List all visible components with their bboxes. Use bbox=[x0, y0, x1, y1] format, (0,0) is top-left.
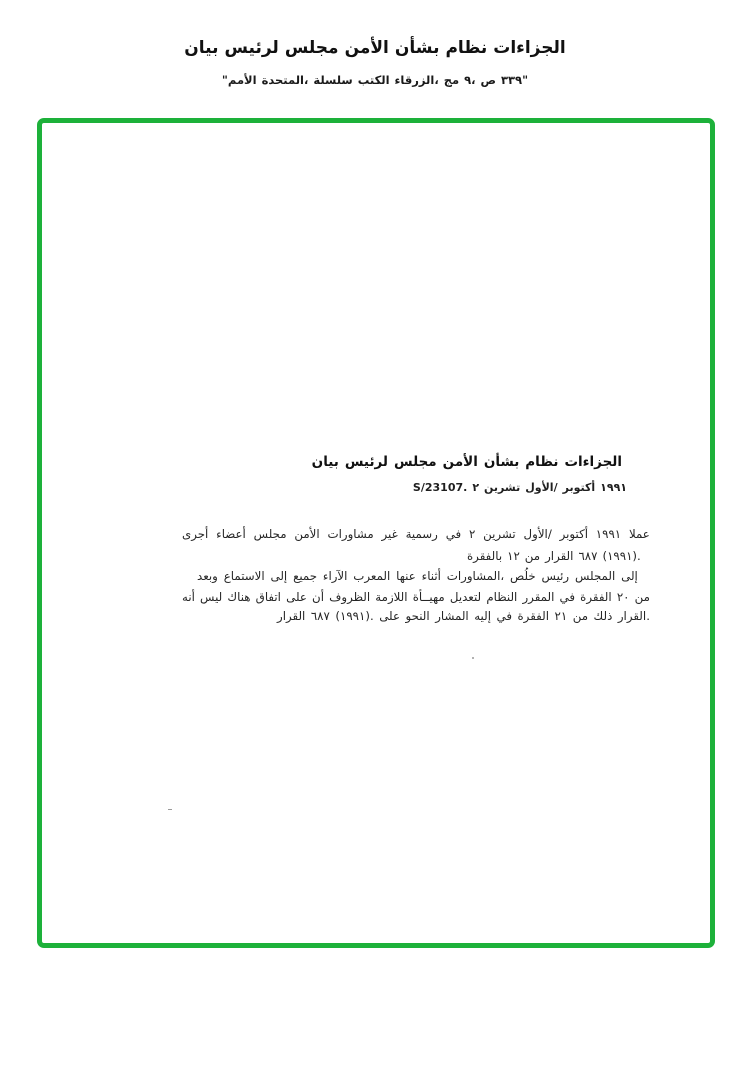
paragraph-2-line-1: وبعد الاستماع إلى جميع الآراء المعرب عنها أثناء المشاورات، خلُص رئيس المجلس إلى bbox=[197, 569, 638, 583]
page-title: بيان لرئيس مجلس الأمن بشأن نظام الجزاءات bbox=[184, 38, 566, 58]
paragraph-1-line-1: أجرى أعضاء مجلس الأمن مشاورات غير رسمية في ٢ تشرين الأول/ أكتوبر ١٩٩١ عملا bbox=[182, 527, 650, 541]
document-reference-line: S/23107. ٢ تشرين الأول/ أكتوبر ١٩٩١ bbox=[412, 481, 627, 494]
paragraph-1-line-2: بالفقرة ١٢ من القرار ٦٨٧ (١٩٩١). bbox=[467, 549, 641, 563]
paragraph-2-line-3: القرار ٦٨٧ (١٩٩١). على النحو المشار إليه في الفقرة ٢١ من ذلك القرار. bbox=[277, 609, 650, 623]
scan-speck bbox=[168, 809, 172, 810]
paragraph-2-line-2: أنه ليس هناك اتفاق على أن الظروف اللازمة مهيــأة لتعديل النظام المقرر في الفقرة ٢٠ من bbox=[182, 590, 650, 604]
green-border-frame bbox=[37, 118, 715, 948]
scan-speck bbox=[472, 657, 474, 659]
source-citation: "الأمم المتحدة، سلسلة الكتب الزرقاء، مج ٩، ص ٣٣٩" bbox=[221, 73, 529, 87]
document-heading: بيان لرئيس مجلس الأمن بشأن نظام الجزاءات bbox=[311, 454, 622, 470]
